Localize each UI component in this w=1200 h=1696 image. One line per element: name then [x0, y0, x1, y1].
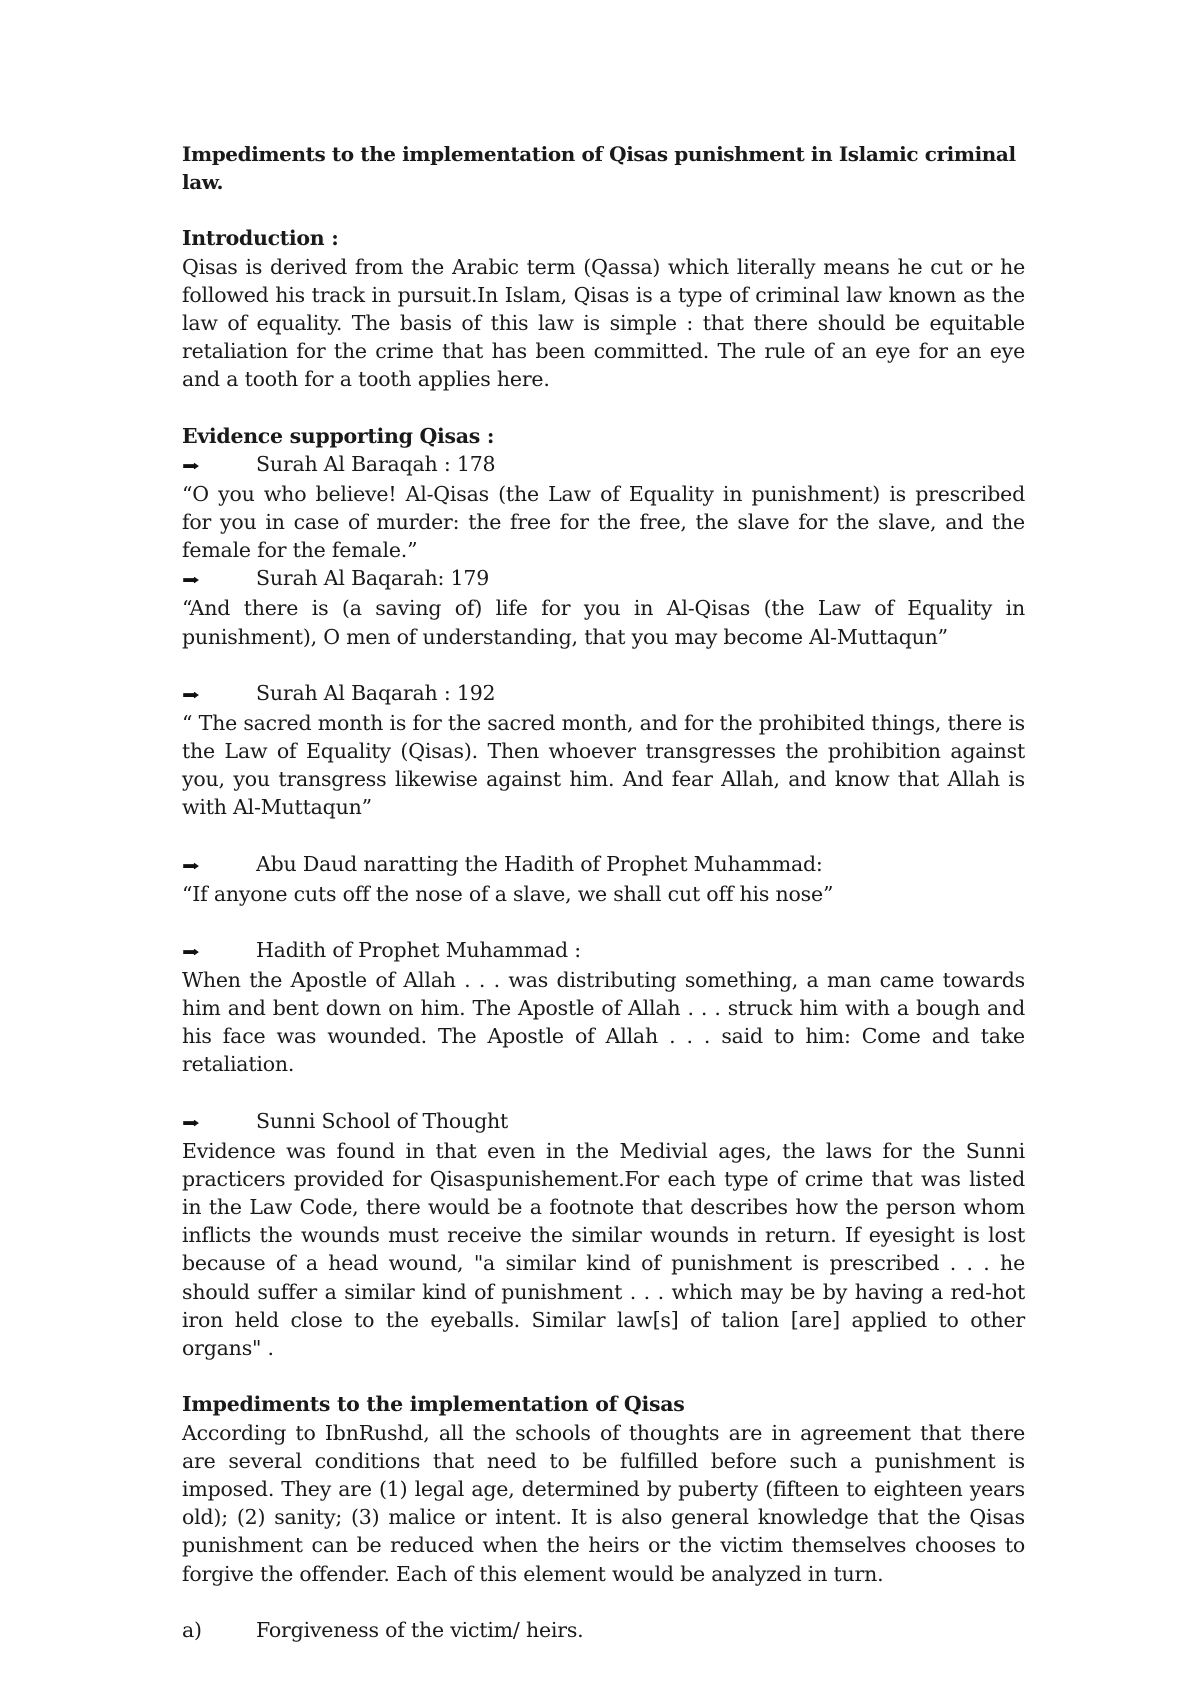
list-marker: a): [182, 1617, 202, 1642]
arrow-bullet-icon: ➡: [182, 856, 200, 875]
evidence-heading: Evidence supporting Qisas :: [182, 423, 495, 448]
intro-heading: Introduction :: [182, 226, 339, 251]
evidence-quote: “And there is (a saving of) life for you in Al-Qisas (the Law of Equality in punishment), O men of understanding, that you may become Al-Muttaqun”: [182, 596, 1025, 649]
document-page: [182, 140, 1025, 1644]
evidence-item-label: ➡ Abu Daud naratting the Hadith of Prophet Muhammad:: [182, 850, 1025, 880]
list-item-label: Forgiveness of the victim/ heirs.: [256, 1617, 584, 1642]
impediments-heading: Impediments to the implementation of Qisas: [182, 1392, 685, 1417]
arrow-bullet-icon: ➡: [182, 942, 200, 961]
document-title: Impediments to the implementation of Qisas punishment in Islamic criminal law.: [182, 142, 1016, 195]
evidence-item-label: ➡ Surah Al Baqarah: 179: [182, 564, 1025, 594]
evidence-item-label: ➡ Surah Al Baqarah : 192: [182, 679, 1025, 709]
evidence-quote: “If anyone cuts off the nose of a slave, we shall cut off his nose”: [182, 881, 834, 906]
evidence-item-label: ➡ Hadith of Prophet Muhammad :: [182, 936, 1025, 966]
arrow-bullet-icon: ➡: [182, 1113, 200, 1132]
evidence-quote: “ The sacred month is for the sacred month, and for the prohibited things, there is the Law of Equality (Qisas). Then whoever transgresses the prohibition against you, you transgress likewise against him. And fear Allah, and know that Allah is with Al-Muttaqun”: [182, 710, 1025, 820]
evidence-quote: “O you who believe! Al-Qisas (the Law of Equality in punishment) is prescribed for you in case of murder: the free for the free, the slave for the slave, and the female for the female.”: [182, 481, 1025, 563]
evidence-item-label: ➡ Surah Al Baraqah : 178: [182, 450, 1025, 480]
intro-paragraph: Qisas is derived from the Arabic term (Qassa) which literally means he cut or he followed his track in pursuit.In Islam, Qisas is a type of criminal law known as the law of equality. The basis of this law is simple : that there should be equitable retaliation for the crime that has been committed. The rule of an eye for an eye and a tooth for a tooth applies here.: [182, 254, 1025, 392]
arrow-bullet-icon: ➡: [182, 685, 200, 704]
evidence-quote: When the Apostle of Allah . . . was distributing something, a man came towards him and bent down on him. The Apostle of Allah . . . struck him with a bough and his face was wounded. The Apostle of Allah . . . said to him: Come and take retaliation.: [182, 967, 1025, 1077]
impediments-paragraph: According to IbnRushd, all the schools of thoughts are in agreement that there are several conditions that need to be fulfilled before such a punishment is imposed. They are (1) legal age, determined by puberty (fifteen to eighteen years old); (2) sanity; (3) malice or intent. It is also general knowledge that the Qisas punishment can be reduced when the heirs or the victim themselves chooses to forgive the offender. Each of this element would be analyzed in turn.: [182, 1420, 1025, 1586]
evidence-quote: Evidence was found in that even in the Medivial ages, the laws for the Sunni practicers provided for Qisaspunishement.For each type of crime that was listed in the Law Code, there would be a footnote that describes how the person whom inflicts the wounds must receive the similar wounds in return. If eyesight is lost because of a head wound, "a similar kind of punishment is prescribed . . . he should suffer a similar kind of punishment . . . which may be by having a red-hot iron held close to the eyeballs. Similar law[s] of talion [are] applied to other organs" .: [182, 1138, 1025, 1361]
arrow-bullet-icon: ➡: [182, 456, 200, 475]
evidence-item-label: ➡ Sunni School of Thought: [182, 1107, 1025, 1137]
list-item: [182, 1616, 1025, 1644]
arrow-bullet-icon: ➡: [182, 571, 200, 590]
